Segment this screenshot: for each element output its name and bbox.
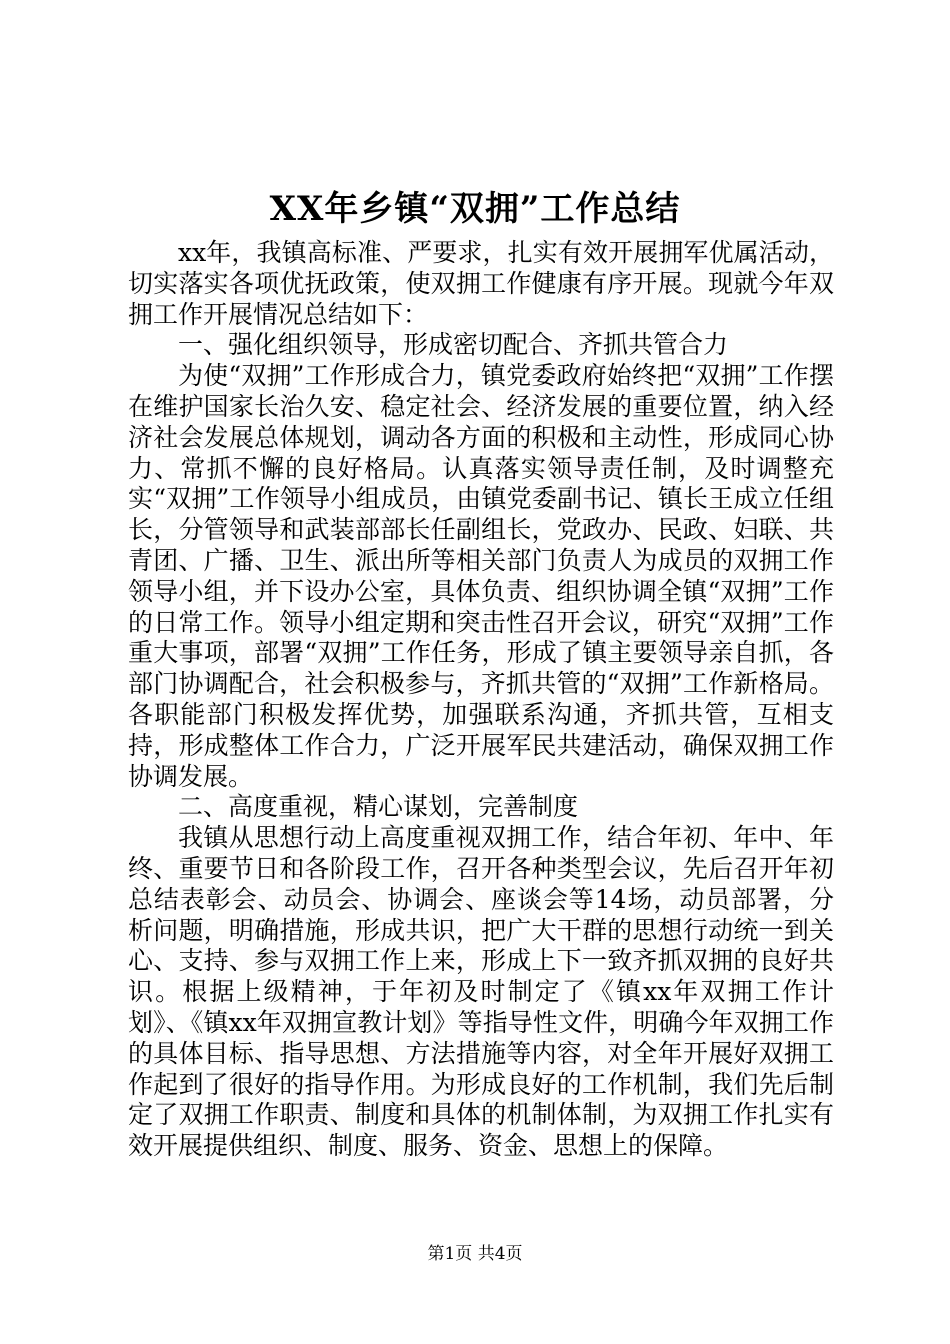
paragraph-intro: xx年，我镇高标准、严要求，扎实有效开展拥军优属活动，切实落实各项优抚政策，使双拥工作健康有序开展。现就今年双拥工作开展情况总结如下： xyxy=(128,238,834,329)
section-heading-1: 一、强化组织领导，形成密切配合、齐抓共管合力 xyxy=(178,330,729,360)
document-title: XX年乡镇“双拥”工作总结 xyxy=(269,189,681,229)
section-heading-2: 二、高度重视，精心谋划，完善制度 xyxy=(178,792,579,822)
page-footer: 第1页 共4页 xyxy=(427,1244,523,1264)
paragraph-section-1: 为使“双拥”工作形成合力，镇党委政府始终把“双拥”工作摆在维护国家长治久安、稳定社会、经济发展的重要位置，纳入经济社会发展总体规划，调动各方面的积极和主动性，形成同心协力、常抓不懈的良好格局。认真落实领导责任制，及时调整充实“双拥”工作领导小组成员，由镇党委副书记、镇长王成立任组长，分管领导和武装部部长任副组长，党政办、民政、妇联、共青团、广播、卫生、派出所等相关部门负责人为成员的双拥工作领导小组，并下设办公室，具体负责、组织协调全镇“双拥”工作的日常工作。领导小组定期和突击性召开会议，研究“双拥”工作重大事项，部署“双拥”工作任务，形成了镇主要领导亲自抓，各部门协调配合，社会积极参与，齐抓共管的“双拥”工作新格局。各职能部门积极发挥优势，加强联系沟通，齐抓共管，互相支持，形成整体工作合力，广泛开展军民共建活动，确保双拥工作协调发展。 xyxy=(128,361,834,791)
document-body xyxy=(128,238,834,1162)
paragraph-section-2: 我镇从思想行动上高度重视双拥工作，结合年初、年中、年终、重要节日和各阶段工作，召开各种类型会议，先后召开年初总结表彰会、动员会、协调会、座谈会等14场，动员部署，分析问题，明确措施，形成共识，把广大干群的思想行动统一到关心、支持、参与双拥工作上来，形成上下一致齐抓双拥的良好共识。根据上级精神，于年初及时制定了《镇xx年双拥工作计划》、《镇xx年双拥宣教计划》等指导性文件，明确今年双拥工作的具体目标、指导思想、方法措施等内容，对全年开展好双拥工作起到了很好的指导作用。为形成良好的工作机制，我们先后制定了双拥工作职责、制度和具体的机制体制，为双拥工作扎实有效开展提供组织、制度、服务、资金、思想上的保障。 xyxy=(128,823,834,1161)
